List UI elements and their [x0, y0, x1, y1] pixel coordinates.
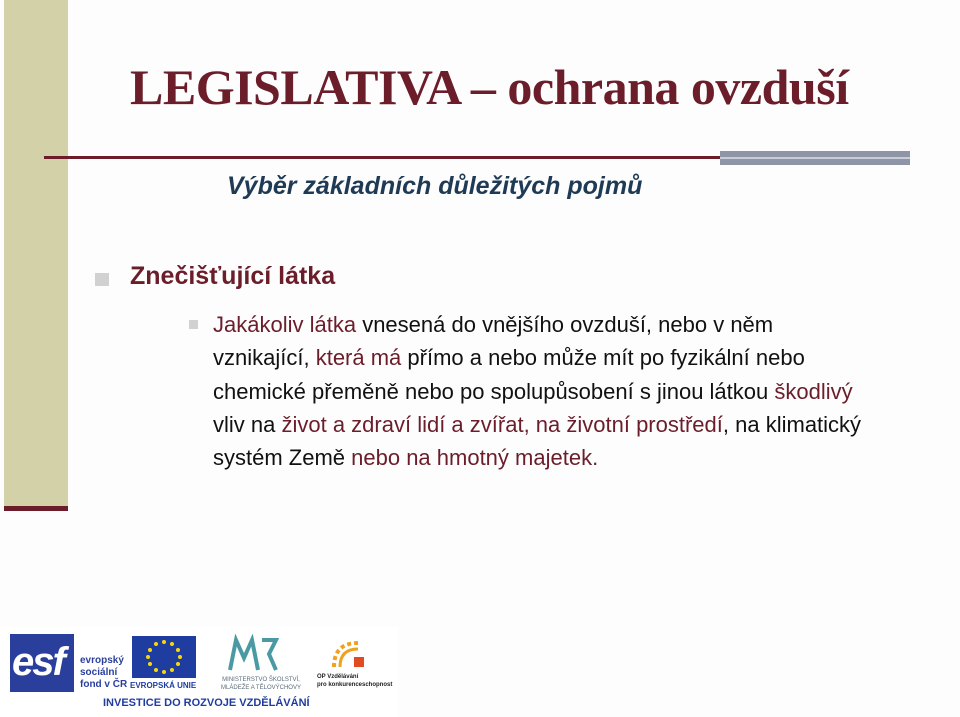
- msmt-logo-text: MINISTERSTVO ŠKOLSTVÍ, MLÁDEŽE A TĚLOVÝCHOVY: [221, 677, 301, 691]
- highlight-text: Jakákoliv látka: [213, 312, 357, 337]
- body-text: přímo a nebo může mít po fyzikální nebo chemické přeměně nebo po spolupůsobení s jinou látkou: [213, 345, 805, 404]
- op-logo: [328, 637, 368, 671]
- body-text: vliv na: [213, 411, 282, 437]
- side-bar-underline: [4, 506, 68, 511]
- highlight-text: život a zdraví lidí a zvířat, na životní prostředí: [281, 411, 723, 437]
- esf-logo-mark: esf: [12, 640, 64, 684]
- eu-flag-icon: [132, 636, 196, 678]
- highlight-text: škodlivý: [774, 378, 853, 404]
- esf-logo-text: evropský sociální fond v ČR: [80, 655, 128, 690]
- eu-logo-text: EVROPSKÁ UNIE: [130, 681, 197, 690]
- bullet-square-icon: [95, 273, 109, 286]
- investment-slogan: INVESTICE DO ROZVOJE VZDĚLÁVÁNÍ: [103, 697, 310, 709]
- highlight-text: nebo na hmotný majetek.: [351, 445, 599, 471]
- highlight-text: která má: [315, 345, 402, 371]
- definition-text: [213, 308, 873, 474]
- body-text: vnesená do vnějšího ovzduší, nebo v něm vznikající,: [213, 312, 774, 371]
- slide-title: LEGISLATIVA – ochrana ovzduší: [130, 59, 849, 115]
- sub-bullet-square-icon: [189, 320, 198, 329]
- title-rule-accent-line: [720, 157, 910, 159]
- msmt-logo: [226, 634, 282, 674]
- body-text: , na klimatický systém Země: [213, 411, 862, 471]
- op-logo-text: OP Vzdělávání pro konkurenceschopnost: [317, 674, 393, 688]
- side-bar: [4, 0, 68, 509]
- slide-subtitle: Výběr základních důležitých pojmů: [227, 172, 643, 200]
- bullet-heading: Znečišťující látka: [130, 262, 336, 290]
